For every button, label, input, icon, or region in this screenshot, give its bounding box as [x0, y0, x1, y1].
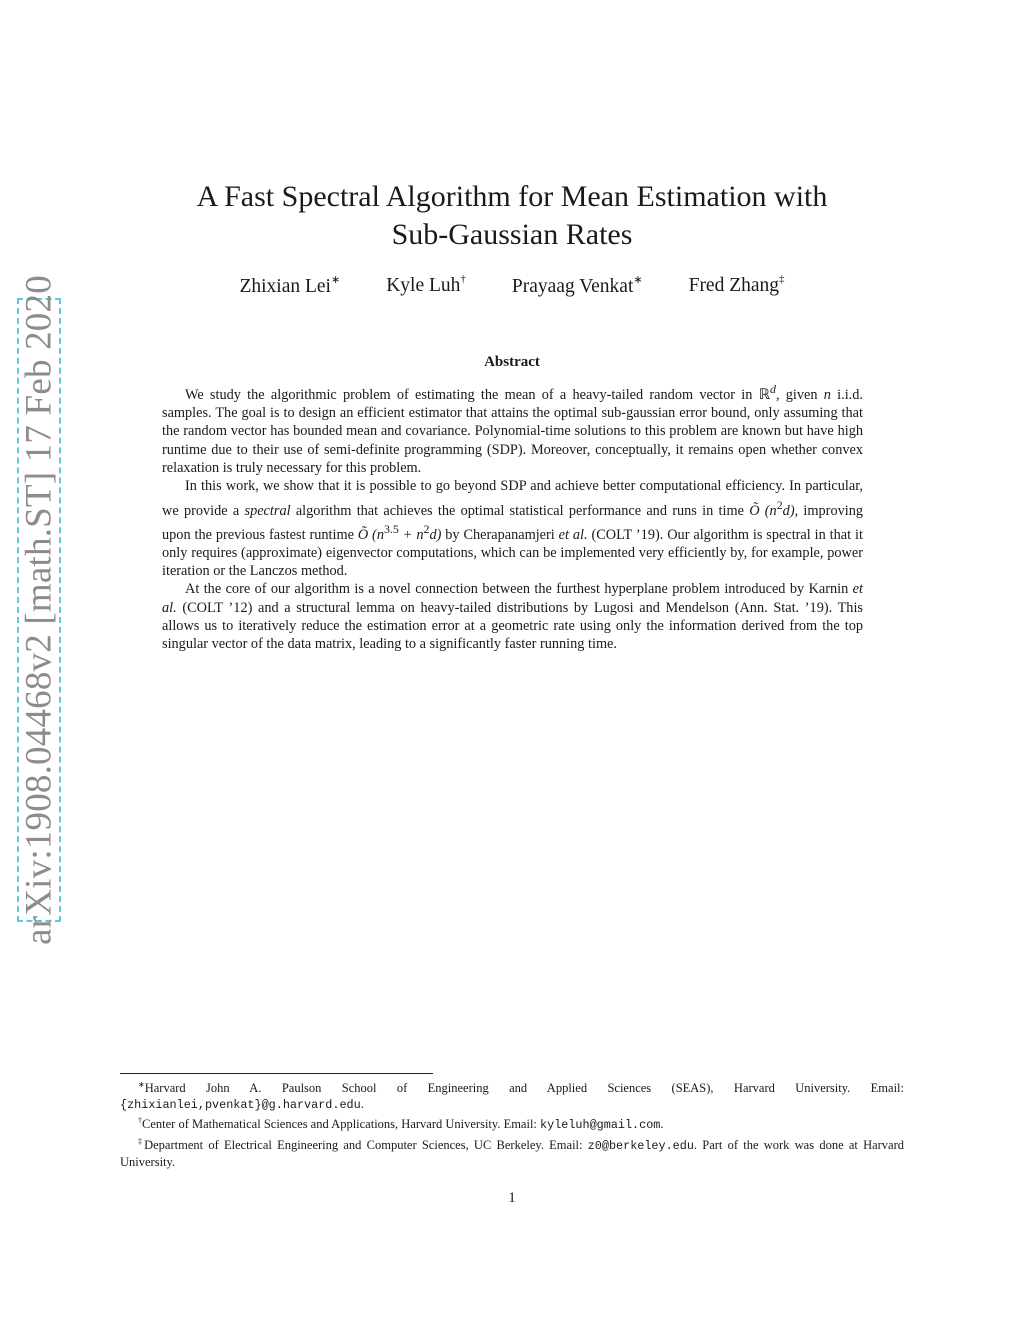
footnote: [120, 1077, 904, 1113]
text-span: In this work, we show that it is possible to go beyond SDP and achieve better computational efficiency. In particular, we provide a: [162, 478, 863, 519]
abstract-heading: Abstract: [484, 354, 540, 370]
math-symbol: Õ: [357, 526, 369, 543]
title-line-1: A Fast Spectral Algorithm for Mean Estimation with: [196, 180, 828, 213]
math-expression: d): [782, 502, 795, 519]
abstract-paragraph: [162, 380, 863, 477]
author-affiliation-mark: ∗: [633, 274, 643, 286]
emphasis: spectral: [244, 502, 291, 519]
footnotes: [120, 1077, 904, 1170]
author: [386, 273, 466, 298]
text-span: i.i.d. samples. The goal is to design an efficient estimator that attains the optimal sub-gaussian error bound, only assuming that the random vector has bounded mean and covariance. Polynomial-time solutions to this problem are known but have high runtime due to their use of semi-definite programming (SDP). Moreover, conceptually, it remains open whether convex relaxation is truly necessary for this problem.: [162, 386, 863, 476]
footnote-text: .: [660, 1117, 664, 1132]
footnote-mark: †: [138, 1116, 142, 1126]
author-affiliation-mark: †: [460, 273, 466, 285]
page-number: 1: [508, 1190, 516, 1206]
text-span: (COLT ’19). Our algorithm is spectral in that it only requires (approximate) eigenvector computations, which can be implemented very efficiently by, for example, power iteration or the Lanczos method.: [162, 526, 863, 579]
footnote-mark: ‡: [138, 1136, 145, 1146]
text-span: , improving upon the previous fastest runtime: [162, 502, 864, 543]
author-affiliation-mark: ‡: [779, 273, 785, 285]
math-expression: d): [429, 526, 442, 543]
abstract-paragraph: [162, 580, 863, 653]
abstract-paragraph: [162, 477, 863, 580]
math-superscript: d: [769, 382, 776, 396]
author-name: Zhixian Lei: [239, 276, 331, 297]
math-symbol: Õ: [749, 502, 760, 519]
email-address: {zhixianlei,pvenkat}@g.harvard.edu: [120, 1098, 361, 1113]
text-span: , given: [775, 386, 824, 403]
author-affiliation-mark: ∗: [330, 274, 341, 286]
emphasis: et al.: [162, 581, 863, 616]
footnote: [120, 1113, 904, 1133]
paper-title: [150, 178, 874, 254]
author: [239, 273, 340, 298]
math-symbol: ℝ: [758, 386, 770, 403]
footnote-rule: [120, 1073, 433, 1074]
author-name: Prayaag Venkat: [511, 276, 634, 297]
emphasis: et al.: [558, 526, 588, 543]
footnote-text: Department of Electrical Engineering and Computer Sciences, UC Berkeley. Email:: [144, 1137, 588, 1152]
arxiv-identifier: arXiv:1908.04468v2 [math.ST] 17 Feb 2020: [18, 275, 60, 945]
text-span: algorithm that achieves the optimal statistical performance and runs in time: [290, 502, 750, 519]
author: [512, 273, 643, 298]
email-address: kyleluh@gmail.com: [540, 1118, 661, 1133]
text-span: by Cherapanamjeri: [441, 526, 559, 543]
footnote-text: Center of Mathematical Sciences and Applications, Harvard University. Email:: [142, 1117, 541, 1132]
footnote: [120, 1134, 904, 1170]
author-list: [150, 273, 874, 298]
author-name: Kyle Luh: [386, 275, 461, 296]
math-expression: (n: [368, 526, 384, 543]
math-superscript: 2: [776, 497, 783, 512]
author: [689, 273, 785, 298]
title-line-2: Sub-Gaussian Rates: [391, 218, 633, 251]
footnote-text: .: [360, 1097, 364, 1112]
author-name: Fred Zhang: [688, 275, 780, 296]
math-superscript: 2: [423, 521, 430, 536]
footnote-mark: ∗: [138, 1080, 145, 1089]
text-span: At the core of our algorithm is a novel connection between the furthest hyperplane problem introduced by Karnin: [185, 581, 853, 598]
footnote-text: Harvard John A. Paulson School of Engineering and Applied Sciences (SEAS), Harvard University. Email:: [144, 1081, 904, 1095]
math-expression: (n: [759, 502, 777, 519]
text-span: We study the algorithmic problem of estimating the mean of a heavy-tailed random vector in: [185, 386, 759, 403]
text-span: (COLT ’12) and a structural lemma on heavy-tailed distributions by Lugosi and Mendelson (Ann. Stat. ’19). This allows us to iteratively reduce the estimation error at a geometric rate using only the information derived from the top singular vector of the data matrix, leading to a significantly faster running time.: [162, 599, 863, 653]
math-symbol: n: [823, 386, 831, 403]
footnote-text: . Part of the work was done at Harvard University.: [120, 1137, 905, 1169]
arxiv-stamp: [17, 275, 61, 945]
math-superscript: 3.5: [383, 521, 399, 536]
math-expression: + n: [398, 526, 424, 543]
abstract-body: [162, 380, 863, 653]
email-address: z0@berkeley.edu: [587, 1138, 694, 1153]
